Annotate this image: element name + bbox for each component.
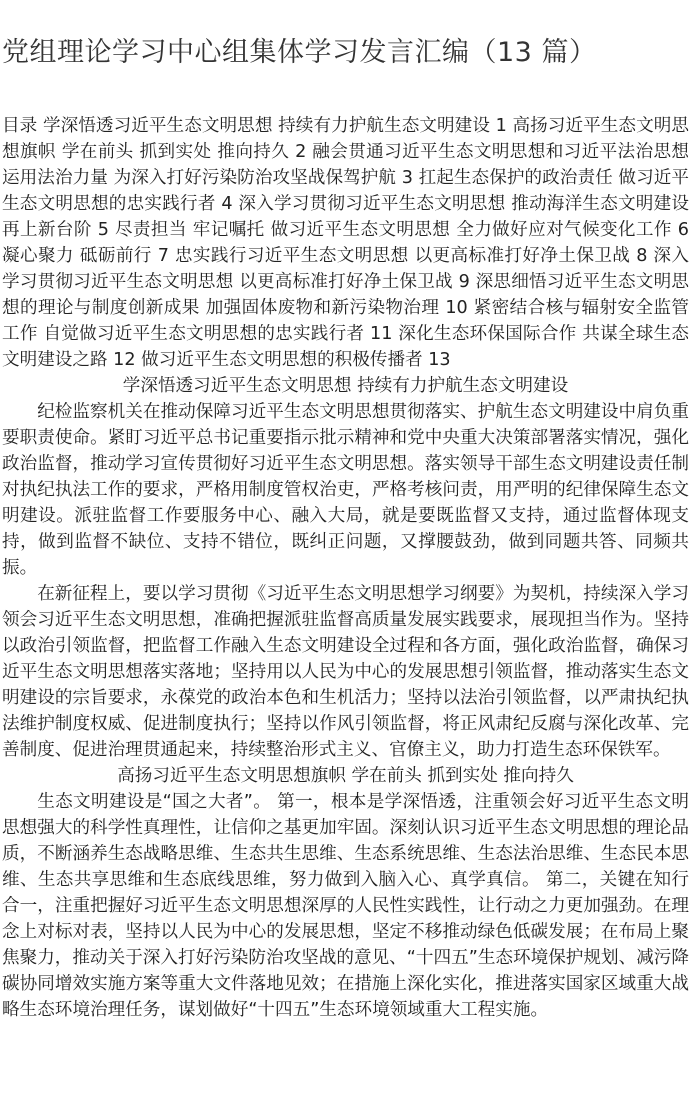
section-1-paragraph-2: 在新征程上，要以学习贯彻《习近平生态文明思想学习纲要》为契机，持续深入学习领会习近平生态文明思想，准确把握派驻监督高质量发展实践要求，展现担当作为。坚持以政治引领监督，把监督工作融入生态文明建设全过程和各方面，强化政治监督，确保习近平生态文明思想落实落地；坚持用以人民为中心的发展思想引领监督，推动落实生态文明建设的宗旨要求，永葆党的政治本色和生机活力；坚持以法治引领监督，以严肃执纪执法维护制度权威、促进制度执行；坚持以作风引领监督，将正风肃纪反腐与深化改革、完善制度、促进治理贯通起来，持续整治形式主义、官僚主义，助力打造生态环保铁军。 [2,584,689,760]
document-title: 党组理论学习中心组集体学习发言汇编（13 篇） [2,37,597,68]
section-heading-1: 学深悟透习近平生态文明思想 持续有力护航生态文明建设 [122,376,569,396]
table-of-contents: 目录 学深悟透习近平生态文明思想 持续有力护航生态文明建设 1 高扬习近平生态文明思想旗帜 学在前头 抓到实处 推向持久 2 融会贯通习近平生态文明思想和习近平法治思想运用法治力量 为深入打好污染防治攻坚战保驾护航 3 扛起生态保护的政治责任 做习近平生态文明思想的忠实践行者 4 深入学习贯彻习近平生态文明思想 推动海洋生态文明建设再上新台阶 5 尽责担当 牢记嘱托 做习近平生态文明思想 全力做好应对气候变化工作 6 凝心聚力 砥砺前行 7 忠实践行习近平生态文明思想 以更高标准打好净土保卫战 8 深入学习贯彻习近平生态文明思想 以更高标准打好净土保卫战 9 深思细悟习近平生态文明思想的理论与制度创新成果 加强固体废物和新污染物治理 10 紧密结合核与辐射安全监管工作 自觉做习近平生态文明思想的忠实践行者 11 深化生态环保国际合作 共谋全球生态文明建设之路 12 做习近平生态文明思想的积极传播者 13 [2,116,689,370]
section-1-paragraph-1: 纪检监察机关在推动保障习近平生态文明思想贯彻落实、护航生态文明建设中肩负重要职责使命。紧盯习近平总书记重要指示批示精神和党中央重大决策部署落实情况，强化政治监督，推动学习宣传贯彻好习近平生态文明思想。落实领导干部生态文明建设责任制对执纪执法工作的要求，严格用制度管权治吏，严格考核问责，用严明的纪律保障生态文明建设。派驻监督工作要服务中心、融入大局，就是要既监督又支持，通过监督体现支持，做到监督不缺位、支持不错位，既纠正问题，又撑腰鼓劲，做到同题共答、同频共振。 [2,402,689,578]
section-2-paragraph-1: 生态文明建设是“国之大者”。 第一，根本是学深悟透，注重领会好习近平生态文明思想强大的科学性真理性，让信仰之基更加牢固。深刻认识习近平生态文明思想的理论品质，不断涵养生态战略思维、生态共生思维、生态系统思维、生态法治思维、生态民本思维、生态共享思维和生态底线思维，努力做到入脑入心、真学真信。 第二，关键在知行合一，注重把握好习近平生态文明思想深厚的人民性实践性，让行动之力更加强劲。在理念上对标对表，坚持以人民为中心的发展思想，坚定不移推动绿色低碳发展；在布局上聚焦聚力，推动关于深入打好污染防治攻坚战的意见、“十四五”生态环境保护规划、减污降碳协同增效实施方案等重大文件落地见效；在措施上深化实化，推进落实国家区域重大战略生态环境治理任务，谋划做好“十四五”生态环境领域重大工程实施。 [2,792,689,1020]
section-heading-2: 高扬习近平生态文明思想旗帜 学在前头 抓到实处 推向持久 [117,766,574,786]
